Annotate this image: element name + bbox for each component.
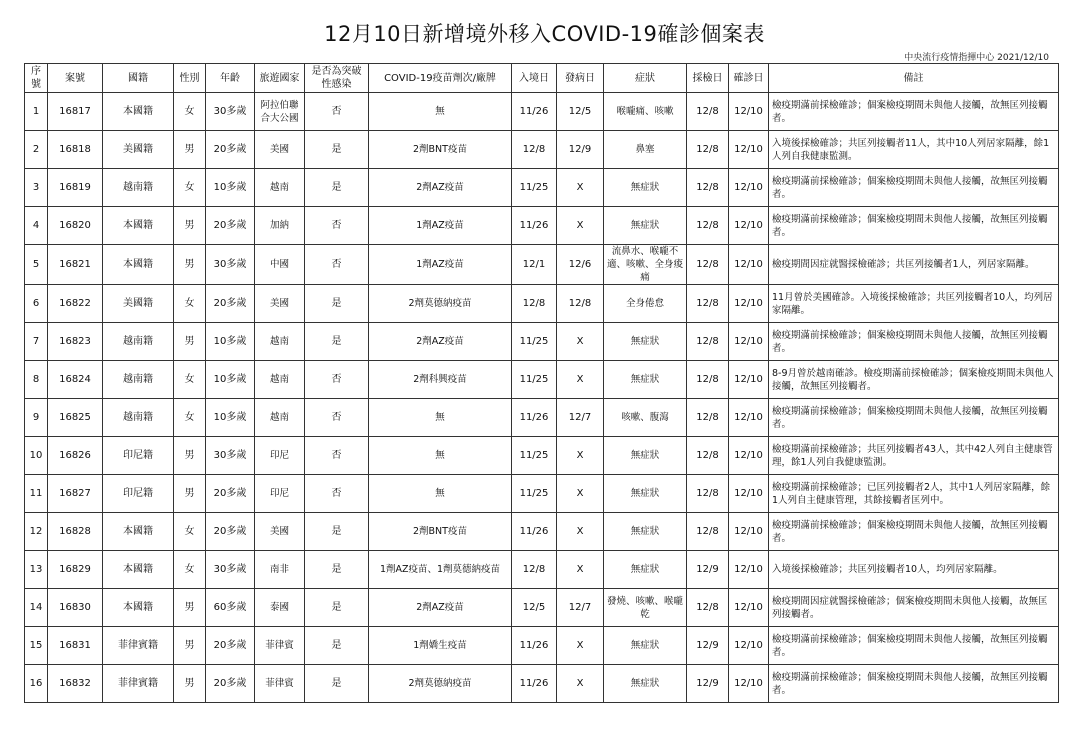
cell-entry-date: 12/8 bbox=[512, 551, 557, 589]
cell-symptoms: 無症狀 bbox=[604, 323, 687, 361]
cell-symptoms: 無症狀 bbox=[604, 551, 687, 589]
cell-vaccine: 無 bbox=[369, 475, 512, 513]
cell-age: 30多歲 bbox=[206, 245, 255, 285]
cell-index: 1 bbox=[25, 93, 48, 131]
cell-notes: 檢疫期滿前採檢確診；個案檢疫期間未與他人接觸，故無匡列接觸者。 bbox=[769, 207, 1059, 245]
cell-breakthrough: 是 bbox=[305, 513, 369, 551]
cell-confirm-date: 12/10 bbox=[729, 399, 769, 437]
cell-nationality: 菲律賓籍 bbox=[103, 627, 174, 665]
cell-breakthrough: 是 bbox=[305, 665, 369, 703]
cell-symptoms: 無症狀 bbox=[604, 513, 687, 551]
cell-confirm-date: 12/10 bbox=[729, 93, 769, 131]
cell-breakthrough: 否 bbox=[305, 207, 369, 245]
cell-vaccine: 2劑BNT疫苗 bbox=[369, 513, 512, 551]
cell-index: 5 bbox=[25, 245, 48, 285]
cell-breakthrough: 否 bbox=[305, 399, 369, 437]
cell-onset-date: X bbox=[557, 323, 604, 361]
cell-case-number: 16829 bbox=[48, 551, 103, 589]
cell-vaccine: 2劑科興疫苗 bbox=[369, 361, 512, 399]
cell-nationality: 本國籍 bbox=[103, 93, 174, 131]
table-row bbox=[25, 93, 1059, 131]
cell-sex: 男 bbox=[174, 589, 206, 627]
cell-nationality: 本國籍 bbox=[103, 245, 174, 285]
cell-entry-date: 11/26 bbox=[512, 207, 557, 245]
cell-sex: 女 bbox=[174, 93, 206, 131]
cell-breakthrough: 是 bbox=[305, 323, 369, 361]
cell-age: 20多歲 bbox=[206, 513, 255, 551]
cell-vaccine: 2劑AZ疫苗 bbox=[369, 323, 512, 361]
cell-case-number: 16824 bbox=[48, 361, 103, 399]
cell-entry-date: 12/8 bbox=[512, 131, 557, 169]
cell-entry-date: 11/25 bbox=[512, 361, 557, 399]
cell-onset-date: X bbox=[557, 627, 604, 665]
table-row bbox=[25, 207, 1059, 245]
cell-symptoms: 無症狀 bbox=[604, 475, 687, 513]
cell-symptoms: 無症狀 bbox=[604, 437, 687, 475]
cell-onset-date: 12/7 bbox=[557, 589, 604, 627]
cell-notes: 檢疫期滿前採檢確診；個案檢疫期間未與他人接觸，故無匡列接觸者。 bbox=[769, 513, 1059, 551]
cell-index: 13 bbox=[25, 551, 48, 589]
cell-onset-date: X bbox=[557, 169, 604, 207]
cell-notes: 檢疫期滿前採檢確診；個案檢疫期間未與他人接觸，故無匡列接觸者。 bbox=[769, 399, 1059, 437]
cell-onset-date: 12/9 bbox=[557, 131, 604, 169]
cell-symptoms: 喉嚨痛、咳嗽 bbox=[604, 93, 687, 131]
cell-sex: 男 bbox=[174, 475, 206, 513]
cell-onset-date: X bbox=[557, 437, 604, 475]
cell-nationality: 本國籍 bbox=[103, 589, 174, 627]
cell-vaccine: 無 bbox=[369, 93, 512, 131]
cell-travel-country: 加納 bbox=[255, 207, 305, 245]
cell-sample-date: 12/9 bbox=[687, 665, 729, 703]
table-body bbox=[25, 93, 1059, 703]
cell-confirm-date: 12/10 bbox=[729, 627, 769, 665]
cell-travel-country: 菲律賓 bbox=[255, 665, 305, 703]
cell-sample-date: 12/9 bbox=[687, 627, 729, 665]
cell-sex: 男 bbox=[174, 627, 206, 665]
cell-entry-date: 11/26 bbox=[512, 513, 557, 551]
cell-index: 4 bbox=[25, 207, 48, 245]
cell-case-number: 16825 bbox=[48, 399, 103, 437]
cell-confirm-date: 12/10 bbox=[729, 475, 769, 513]
cell-notes: 檢疫期滿前採檢確診；個案檢疫期間未與他人接觸，故無匡列接觸者。 bbox=[769, 169, 1059, 207]
cell-nationality: 本國籍 bbox=[103, 207, 174, 245]
cell-entry-date: 11/26 bbox=[512, 399, 557, 437]
cell-vaccine: 2劑AZ疫苗 bbox=[369, 169, 512, 207]
cell-travel-country: 越南 bbox=[255, 399, 305, 437]
cell-sample-date: 12/8 bbox=[687, 475, 729, 513]
cell-notes: 檢疫期滿前採檢確診；個案檢疫期間未與他人接觸，故無匡列接觸者。 bbox=[769, 627, 1059, 665]
cell-case-number: 16822 bbox=[48, 285, 103, 323]
cell-index: 11 bbox=[25, 475, 48, 513]
cell-confirm-date: 12/10 bbox=[729, 207, 769, 245]
cell-travel-country: 越南 bbox=[255, 361, 305, 399]
cell-sex: 男 bbox=[174, 131, 206, 169]
cell-symptoms: 鼻塞 bbox=[604, 131, 687, 169]
cell-notes: 檢疫期間因症就醫採檢確診；個案檢疫期間未與他人接觸，故無匡列接觸者。 bbox=[769, 589, 1059, 627]
cell-breakthrough: 否 bbox=[305, 475, 369, 513]
table-header-row bbox=[25, 64, 1059, 93]
cell-travel-country: 泰國 bbox=[255, 589, 305, 627]
cell-index: 7 bbox=[25, 323, 48, 361]
cell-age: 20多歲 bbox=[206, 131, 255, 169]
cell-sample-date: 12/9 bbox=[687, 551, 729, 589]
cell-case-number: 16830 bbox=[48, 589, 103, 627]
cell-index: 10 bbox=[25, 437, 48, 475]
cell-case-number: 16831 bbox=[48, 627, 103, 665]
cell-confirm-date: 12/10 bbox=[729, 131, 769, 169]
cell-age: 20多歲 bbox=[206, 627, 255, 665]
cell-index: 6 bbox=[25, 285, 48, 323]
cell-age: 10多歲 bbox=[206, 361, 255, 399]
cell-sample-date: 12/8 bbox=[687, 131, 729, 169]
cell-notes: 檢疫期滿前採檢確診；個案檢疫期間未與他人接觸，故無匡列接觸者。 bbox=[769, 665, 1059, 703]
cell-nationality: 菲律賓籍 bbox=[103, 665, 174, 703]
cell-breakthrough: 是 bbox=[305, 169, 369, 207]
cell-onset-date: X bbox=[557, 207, 604, 245]
cell-age: 20多歲 bbox=[206, 285, 255, 323]
cell-entry-date: 12/5 bbox=[512, 589, 557, 627]
cell-travel-country: 中國 bbox=[255, 245, 305, 285]
cell-confirm-date: 12/10 bbox=[729, 551, 769, 589]
table-row bbox=[25, 399, 1059, 437]
cell-notes: 檢疫期滿前採檢確診；個案檢疫期間未與他人接觸，故無匡列接觸者。 bbox=[769, 323, 1059, 361]
cell-symptoms: 咳嗽、腹瀉 bbox=[604, 399, 687, 437]
cell-onset-date: X bbox=[557, 551, 604, 589]
cell-notes: 檢疫期滿前採檢確診；個案檢疫期間未與他人接觸，故無匡列接觸者。 bbox=[769, 93, 1059, 131]
cell-breakthrough: 否 bbox=[305, 245, 369, 285]
cell-symptoms: 無症狀 bbox=[604, 361, 687, 399]
cell-sex: 女 bbox=[174, 285, 206, 323]
cell-index: 9 bbox=[25, 399, 48, 437]
header-vaccine: COVID-19疫苗劑次/廠牌 bbox=[369, 64, 512, 93]
cell-index: 14 bbox=[25, 589, 48, 627]
source-date: 中央流行疫情指揮中心 2021/12/10 bbox=[904, 53, 1049, 63]
cell-age: 20多歲 bbox=[206, 665, 255, 703]
table-row bbox=[25, 551, 1059, 589]
header-symptoms: 症狀 bbox=[604, 64, 687, 93]
cell-vaccine: 2劑AZ疫苗 bbox=[369, 589, 512, 627]
cell-onset-date: 12/5 bbox=[557, 93, 604, 131]
header-sex: 性別 bbox=[174, 64, 206, 93]
cell-nationality: 印尼籍 bbox=[103, 475, 174, 513]
cell-age: 10多歲 bbox=[206, 323, 255, 361]
cell-sample-date: 12/8 bbox=[687, 93, 729, 131]
cell-sex: 男 bbox=[174, 245, 206, 285]
cell-sample-date: 12/8 bbox=[687, 169, 729, 207]
cell-onset-date: X bbox=[557, 513, 604, 551]
cell-sample-date: 12/8 bbox=[687, 245, 729, 285]
cell-age: 20多歲 bbox=[206, 207, 255, 245]
cell-nationality: 越南籍 bbox=[103, 169, 174, 207]
cell-travel-country: 南非 bbox=[255, 551, 305, 589]
cell-age: 20多歲 bbox=[206, 475, 255, 513]
header-breakthrough: 是否為突破性感染 bbox=[305, 64, 369, 93]
header-entry-date: 入境日 bbox=[512, 64, 557, 93]
table-row bbox=[25, 361, 1059, 399]
header-nationality: 國籍 bbox=[103, 64, 174, 93]
cell-nationality: 本國籍 bbox=[103, 551, 174, 589]
cell-case-number: 16828 bbox=[48, 513, 103, 551]
cell-entry-date: 11/26 bbox=[512, 93, 557, 131]
cell-sex: 男 bbox=[174, 437, 206, 475]
cell-age: 60多歲 bbox=[206, 589, 255, 627]
cell-symptoms: 流鼻水、喉嚨不適、咳嗽、全身痠痛 bbox=[604, 245, 687, 285]
cell-index: 12 bbox=[25, 513, 48, 551]
cell-travel-country: 美國 bbox=[255, 513, 305, 551]
cell-nationality: 越南籍 bbox=[103, 361, 174, 399]
cell-sample-date: 12/8 bbox=[687, 323, 729, 361]
cell-symptoms: 無症狀 bbox=[604, 665, 687, 703]
cell-confirm-date: 12/10 bbox=[729, 513, 769, 551]
cell-vaccine: 2劑莫德納疫苗 bbox=[369, 285, 512, 323]
cell-notes: 入境後採檢確診；共匡列接觸者11人，其中10人列居家隔離，餘1人列自我健康監測。 bbox=[769, 131, 1059, 169]
cell-breakthrough: 是 bbox=[305, 627, 369, 665]
cell-vaccine: 1劑嬌生疫苗 bbox=[369, 627, 512, 665]
cell-confirm-date: 12/10 bbox=[729, 665, 769, 703]
cell-vaccine: 1劑AZ疫苗 bbox=[369, 207, 512, 245]
header-notes: 備註 bbox=[769, 64, 1059, 93]
cell-travel-country: 越南 bbox=[255, 323, 305, 361]
cell-nationality: 印尼籍 bbox=[103, 437, 174, 475]
cell-onset-date: X bbox=[557, 665, 604, 703]
cell-travel-country: 阿拉伯聯合大公國 bbox=[255, 93, 305, 131]
cell-notes: 入境後採檢確診；共匡列接觸者10人，均列居家隔離。 bbox=[769, 551, 1059, 589]
table-row bbox=[25, 131, 1059, 169]
table-row bbox=[25, 285, 1059, 323]
cell-sex: 女 bbox=[174, 513, 206, 551]
cell-case-number: 16827 bbox=[48, 475, 103, 513]
cell-notes: 檢疫期滿前採檢確診；已匡列接觸者2人，其中1人列居家隔離，餘1人列自主健康管理，其餘接觸者匡列中。 bbox=[769, 475, 1059, 513]
case-table bbox=[24, 63, 1059, 703]
header-travel-country: 旅遊國家 bbox=[255, 64, 305, 93]
cell-vaccine: 1劑AZ疫苗 bbox=[369, 245, 512, 285]
cell-symptoms: 發燒、咳嗽、喉嚨乾 bbox=[604, 589, 687, 627]
cell-index: 3 bbox=[25, 169, 48, 207]
cell-breakthrough: 否 bbox=[305, 361, 369, 399]
table-row bbox=[25, 665, 1059, 703]
cell-onset-date: 12/8 bbox=[557, 285, 604, 323]
cell-age: 30多歲 bbox=[206, 551, 255, 589]
cell-entry-date: 12/8 bbox=[512, 285, 557, 323]
cell-vaccine: 2劑BNT疫苗 bbox=[369, 131, 512, 169]
cell-nationality: 越南籍 bbox=[103, 323, 174, 361]
cell-notes: 檢疫期滿前採檢確診；共匡列接觸者43人，其中42人列自主健康管理，餘1人列自我健康監測。 bbox=[769, 437, 1059, 475]
cell-notes: 11月曾於美國確診。入境後採檢確診；共匡列接觸者10人，均列居家隔離。 bbox=[769, 285, 1059, 323]
header-age: 年齡 bbox=[206, 64, 255, 93]
cell-case-number: 16818 bbox=[48, 131, 103, 169]
cell-confirm-date: 12/10 bbox=[729, 285, 769, 323]
header-onset-date: 發病日 bbox=[557, 64, 604, 93]
cell-sample-date: 12/8 bbox=[687, 513, 729, 551]
cell-sample-date: 12/8 bbox=[687, 207, 729, 245]
header-case-number: 案號 bbox=[48, 64, 103, 93]
cell-index: 8 bbox=[25, 361, 48, 399]
cell-travel-country: 印尼 bbox=[255, 437, 305, 475]
cell-age: 10多歲 bbox=[206, 399, 255, 437]
cell-case-number: 16823 bbox=[48, 323, 103, 361]
cell-notes: 8-9月曾於越南確診。檢疫期滿前採檢確診；個案檢疫期間未與他人接觸，故無匡列接觸者。 bbox=[769, 361, 1059, 399]
page-title: 12月10日新增境外移入COVID-19確診個案表 bbox=[324, 22, 765, 46]
cell-vaccine: 1劑AZ疫苗、1劑莫德納疫苗 bbox=[369, 551, 512, 589]
cell-onset-date: 12/7 bbox=[557, 399, 604, 437]
cell-case-number: 16819 bbox=[48, 169, 103, 207]
cell-nationality: 美國籍 bbox=[103, 285, 174, 323]
cell-vaccine: 無 bbox=[369, 399, 512, 437]
cell-symptoms: 無症狀 bbox=[604, 207, 687, 245]
cell-case-number: 16826 bbox=[48, 437, 103, 475]
cell-onset-date: 12/6 bbox=[557, 245, 604, 285]
cell-symptoms: 無症狀 bbox=[604, 169, 687, 207]
cell-age: 10多歲 bbox=[206, 169, 255, 207]
cell-travel-country: 美國 bbox=[255, 285, 305, 323]
cell-sex: 男 bbox=[174, 207, 206, 245]
cell-sex: 男 bbox=[174, 665, 206, 703]
cell-sex: 女 bbox=[174, 551, 206, 589]
cell-sex: 男 bbox=[174, 323, 206, 361]
cell-sample-date: 12/8 bbox=[687, 437, 729, 475]
cell-travel-country: 越南 bbox=[255, 169, 305, 207]
cell-confirm-date: 12/10 bbox=[729, 361, 769, 399]
cell-nationality: 美國籍 bbox=[103, 131, 174, 169]
cell-breakthrough: 否 bbox=[305, 93, 369, 131]
cell-entry-date: 11/25 bbox=[512, 323, 557, 361]
cell-breakthrough: 是 bbox=[305, 589, 369, 627]
header-sample-date: 採檢日 bbox=[687, 64, 729, 93]
table-row bbox=[25, 245, 1059, 285]
cell-symptoms: 無症狀 bbox=[604, 627, 687, 665]
cell-confirm-date: 12/10 bbox=[729, 437, 769, 475]
cell-entry-date: 11/25 bbox=[512, 169, 557, 207]
cell-index: 15 bbox=[25, 627, 48, 665]
cell-confirm-date: 12/10 bbox=[729, 589, 769, 627]
cell-nationality: 本國籍 bbox=[103, 513, 174, 551]
table-row bbox=[25, 627, 1059, 665]
cell-sex: 女 bbox=[174, 169, 206, 207]
cell-breakthrough: 是 bbox=[305, 285, 369, 323]
cell-case-number: 16817 bbox=[48, 93, 103, 131]
cell-sample-date: 12/8 bbox=[687, 399, 729, 437]
cell-index: 16 bbox=[25, 665, 48, 703]
table-row bbox=[25, 437, 1059, 475]
cell-age: 30多歲 bbox=[206, 93, 255, 131]
cell-nationality: 越南籍 bbox=[103, 399, 174, 437]
table-row bbox=[25, 323, 1059, 361]
cell-travel-country: 印尼 bbox=[255, 475, 305, 513]
cell-case-number: 16820 bbox=[48, 207, 103, 245]
header-confirm-date: 確診日 bbox=[729, 64, 769, 93]
cell-case-number: 16821 bbox=[48, 245, 103, 285]
cell-sex: 女 bbox=[174, 361, 206, 399]
cell-entry-date: 11/26 bbox=[512, 665, 557, 703]
cell-sample-date: 12/8 bbox=[687, 589, 729, 627]
cell-breakthrough: 是 bbox=[305, 551, 369, 589]
cell-notes: 檢疫期間因症就醫採檢確診；共匡列接觸者1人，列居家隔離。 bbox=[769, 245, 1059, 285]
cell-sex: 女 bbox=[174, 399, 206, 437]
cell-symptoms: 全身倦怠 bbox=[604, 285, 687, 323]
cell-onset-date: X bbox=[557, 361, 604, 399]
cell-travel-country: 菲律賓 bbox=[255, 627, 305, 665]
table-row bbox=[25, 475, 1059, 513]
cell-vaccine: 2劑莫德納疫苗 bbox=[369, 665, 512, 703]
cell-confirm-date: 12/10 bbox=[729, 169, 769, 207]
cell-entry-date: 11/25 bbox=[512, 475, 557, 513]
cell-confirm-date: 12/10 bbox=[729, 323, 769, 361]
cell-entry-date: 12/1 bbox=[512, 245, 557, 285]
table-row bbox=[25, 589, 1059, 627]
table-row bbox=[25, 513, 1059, 551]
cell-entry-date: 11/26 bbox=[512, 627, 557, 665]
cell-confirm-date: 12/10 bbox=[729, 245, 769, 285]
cell-sample-date: 12/8 bbox=[687, 285, 729, 323]
cell-case-number: 16832 bbox=[48, 665, 103, 703]
cell-travel-country: 美國 bbox=[255, 131, 305, 169]
cell-index: 2 bbox=[25, 131, 48, 169]
cell-breakthrough: 是 bbox=[305, 131, 369, 169]
cell-entry-date: 11/25 bbox=[512, 437, 557, 475]
cell-age: 30多歲 bbox=[206, 437, 255, 475]
cell-onset-date: X bbox=[557, 475, 604, 513]
cell-sample-date: 12/8 bbox=[687, 361, 729, 399]
table-row bbox=[25, 169, 1059, 207]
cell-vaccine: 無 bbox=[369, 437, 512, 475]
cell-breakthrough: 否 bbox=[305, 437, 369, 475]
header-index: 序號 bbox=[25, 64, 48, 93]
